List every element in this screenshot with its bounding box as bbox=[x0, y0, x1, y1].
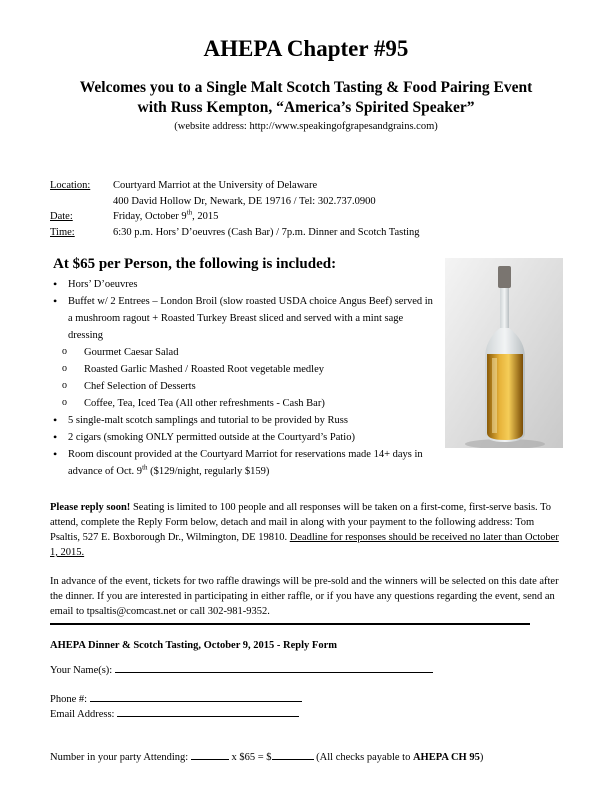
time-value: 6:30 p.m. Hors’ D’oeuvres (Cash Bar) / 7p.m. Dinner and Scotch Tasting bbox=[113, 227, 420, 238]
sub-list-item: o Coffee, Tea, Iced Tea (All other refreshments - Cash Bar) bbox=[50, 395, 440, 412]
date-label: Date: bbox=[50, 211, 73, 222]
phone-line[interactable] bbox=[90, 690, 302, 702]
date-value: Friday, October 9th, 2015 bbox=[113, 208, 219, 222]
sub-list-item: o Chef Selection of Desserts bbox=[50, 378, 440, 395]
name-line[interactable] bbox=[115, 661, 433, 673]
deadline-text: Deadline for responses should be received no later than October 1, 2015. bbox=[50, 532, 559, 558]
list-item-buffet: • Buffet w/ 2 Entrees – London Broil (slow roasted USDA choice Angus Beef) served in a mushroom ragout + Roasted Turkey Breast sliced and served with a mint sage dressing bbox=[50, 293, 440, 344]
checks-payee: AHEPA CH 95 bbox=[412, 752, 480, 763]
divider bbox=[50, 623, 530, 625]
website-line: (website address: http://www.speakingofgrapesandgrains.com) bbox=[174, 121, 438, 132]
location-row bbox=[50, 180, 318, 191]
total-line[interactable] bbox=[272, 748, 314, 760]
location-value-2: 400 David Hollow Dr, Newark, DE 19716 / Tel: 302.737.0900 bbox=[113, 196, 376, 207]
sub-list-item: o Roasted Garlic Mashed / Roasted Root vegetable medley bbox=[50, 361, 440, 378]
email-line[interactable] bbox=[117, 705, 299, 717]
welcome-line: Welcomes you to a Single Malt Scotch Tasting & Food Pairing Event bbox=[79, 79, 533, 96]
speaker-line: with Russ Kempton, “America’s Spirited Speaker” bbox=[137, 99, 475, 116]
party-label: Number in your party Attending: bbox=[50, 752, 189, 763]
party-field[interactable]: Number in your party Attending: x $65 = $ (All checks payable to AHEPA CH 95) bbox=[50, 748, 483, 763]
phone-label: Phone #: bbox=[50, 694, 88, 705]
included-heading: At $65 per Person, the following is included: bbox=[53, 256, 337, 272]
name-field[interactable] bbox=[50, 661, 433, 676]
list-item-room: • Room discount provided at the Courtyard Marriot for reservations made 14+ days in advance of Oct. 9th ($129/night, regularly $159) bbox=[50, 446, 440, 480]
reply-form-heading: AHEPA Dinner & Scotch Tasting, October 9, 2015 - Reply Form bbox=[50, 640, 337, 651]
menu-sub-list bbox=[50, 344, 440, 412]
date-row bbox=[50, 208, 219, 222]
list-item-cigars: • 2 cigars (smoking ONLY permitted outside at the Courtyard’s Patio) bbox=[50, 429, 440, 446]
checks-text: (All checks payable to bbox=[316, 752, 413, 763]
list-item-scotch: • 5 single-malt scotch samplings and tutorial to be provided by Russ bbox=[50, 412, 440, 429]
sub-list-item: o Gourmet Caesar Salad bbox=[50, 344, 440, 361]
name-label: Your Name(s): bbox=[50, 665, 113, 676]
email-label: Email Address: bbox=[50, 709, 115, 720]
list-item-hors: • Hors’ D’oeuvres bbox=[50, 276, 440, 293]
sub-list-container bbox=[50, 344, 440, 412]
scotch-bottle-photo bbox=[445, 258, 563, 448]
party-count-line[interactable] bbox=[191, 748, 229, 760]
page-title: AHEPA Chapter #95 bbox=[203, 36, 409, 61]
phone-field[interactable] bbox=[50, 690, 302, 705]
reply-paragraph: Please reply soon! Seating is limited to 100 people and all responses will be taken on a first-come, first-serve basis. To attend, complete the Reply Form below, detach and mail in along with your payment to the following address: Tom Psaltis, 527 E. Boxborough Dr., Wilmington, DE 19810. Deadline for responses should be received no later than October 1, 2015. bbox=[50, 502, 559, 558]
bottle-icon bbox=[445, 258, 563, 448]
email-field[interactable] bbox=[50, 705, 299, 720]
price-text: x $65 = $ bbox=[231, 752, 272, 763]
raffle-paragraph: In advance of the event, tickets for two raffle drawings will be pre-sold and the winners will be selected on this date after the dinner. If you are interested in participating in either raffle, or if you have any questions regarding the event, send an email to tpsaltis@comcast.net or call 302-981-9352. bbox=[50, 576, 559, 617]
included-list bbox=[50, 276, 440, 480]
location-label: Location: bbox=[50, 180, 91, 191]
time-row bbox=[50, 227, 420, 238]
location-value-1: Courtyard Marriot at the University of Delaware bbox=[113, 180, 318, 191]
time-label: Time: bbox=[50, 227, 75, 238]
